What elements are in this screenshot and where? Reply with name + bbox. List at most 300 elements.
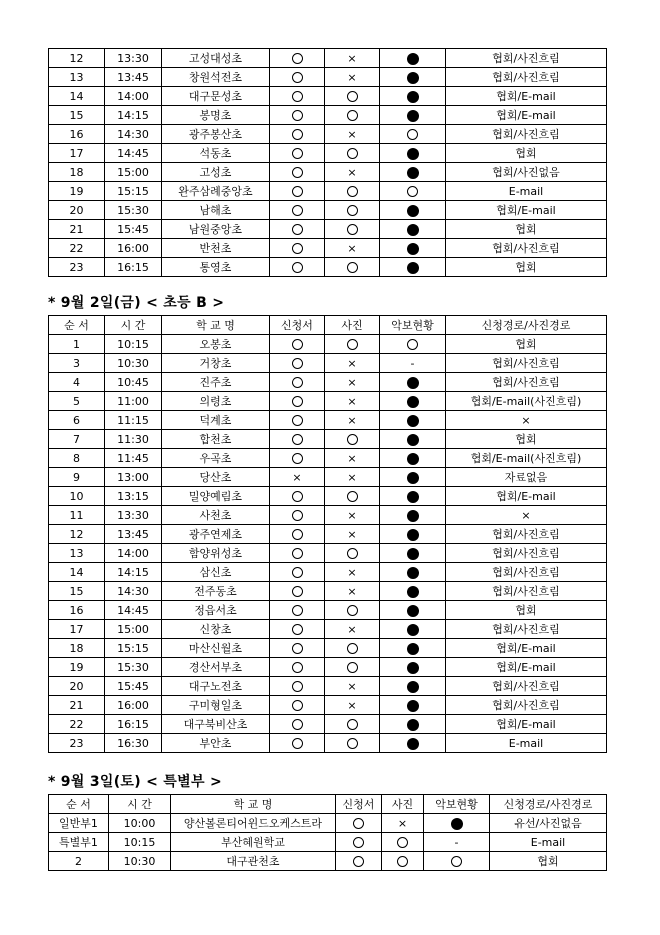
- x-mark-icon: ×: [347, 451, 357, 465]
- cell-route: 협회/E-mail: [446, 487, 607, 506]
- dash-mark: -: [454, 835, 459, 849]
- cell-school: 밀양예림초: [162, 487, 270, 506]
- cell-score-status: [380, 715, 446, 734]
- cell-school: 완주삼례중앙초: [162, 182, 270, 201]
- cell-time: 11:45: [105, 449, 162, 468]
- schedule-table-continued: [48, 48, 607, 277]
- cell-order: 2: [49, 852, 109, 871]
- table-row: [49, 833, 607, 852]
- circle-icon: [292, 453, 303, 464]
- circle-icon: [292, 662, 303, 673]
- cell-time: 14:30: [105, 125, 162, 144]
- cell-photo: [325, 49, 380, 68]
- cell-score-status: [424, 833, 490, 852]
- cell-application: [270, 601, 325, 620]
- table-row: [49, 487, 607, 506]
- cell-school: 광주연제초: [162, 525, 270, 544]
- cell-order: 14: [49, 87, 105, 106]
- cell-score-status: [380, 677, 446, 696]
- cell-score-status: [380, 658, 446, 677]
- cell-photo: [382, 814, 424, 833]
- x-mark-icon: ×: [347, 165, 357, 179]
- cell-route: 자료없음: [446, 468, 607, 487]
- circle-icon: [347, 548, 358, 559]
- cell-time: 15:30: [105, 201, 162, 220]
- circle-icon: [292, 605, 303, 616]
- cell-photo: [325, 639, 380, 658]
- cell-score-status: [380, 335, 446, 354]
- cell-time: 13:45: [105, 525, 162, 544]
- column-header-photo: 사진: [325, 316, 380, 335]
- table-row: [49, 125, 607, 144]
- cell-time: 11:30: [105, 430, 162, 449]
- cell-photo: [382, 833, 424, 852]
- table-row: [49, 392, 607, 411]
- section-title-day2: * 9월 2일(금) < 초등 B >: [48, 295, 225, 311]
- circle-icon: [292, 110, 303, 121]
- cell-school: 구미형일초: [162, 696, 270, 715]
- cell-photo: [325, 601, 380, 620]
- table-row: [49, 852, 607, 871]
- cell-route: 협회/사진흐림: [446, 68, 607, 87]
- cell-time: 15:30: [105, 658, 162, 677]
- filled-circle-icon: [407, 205, 419, 217]
- cell-photo: [325, 696, 380, 715]
- cell-order: 22: [49, 239, 105, 258]
- table-row: [49, 696, 607, 715]
- table-row: [49, 582, 607, 601]
- table-row: [49, 373, 607, 392]
- cell-school: 광주봉산초: [162, 125, 270, 144]
- cell-application: [270, 258, 325, 277]
- cell-application: [270, 182, 325, 201]
- cell-score-status: [424, 814, 490, 833]
- filled-circle-icon: [407, 700, 419, 712]
- table-row: [49, 468, 607, 487]
- cell-order: 22: [49, 715, 105, 734]
- circle-icon: [347, 662, 358, 673]
- cell-time: 16:00: [105, 239, 162, 258]
- cell-application: [270, 430, 325, 449]
- circle-icon: [397, 856, 408, 867]
- section-title-day3: * 9월 3일(토) < 특별부 >: [48, 774, 222, 790]
- column-header-photo: 사진: [382, 795, 424, 814]
- cell-order: 15: [49, 582, 105, 601]
- column-header-route: 신청경로/사진경로: [490, 795, 607, 814]
- x-mark-icon: ×: [347, 622, 357, 636]
- cell-application: [270, 696, 325, 715]
- table-row: [49, 49, 607, 68]
- cell-school: 마산신월초: [162, 639, 270, 658]
- filled-circle-icon: [407, 605, 419, 617]
- cell-order: 4: [49, 373, 105, 392]
- circle-icon: [451, 856, 462, 867]
- circle-icon: [347, 186, 358, 197]
- cell-school: 남원중앙초: [162, 220, 270, 239]
- cell-application: [270, 449, 325, 468]
- cell-score-status: [380, 144, 446, 163]
- cell-score-status: [380, 258, 446, 277]
- cell-time: 15:15: [105, 639, 162, 658]
- cell-school: 정읍서초: [162, 601, 270, 620]
- cell-order: 9: [49, 468, 105, 487]
- cell-score-status: [380, 468, 446, 487]
- schedule-table-special: [48, 794, 607, 871]
- cell-time: 16:00: [105, 696, 162, 715]
- cell-order: 5: [49, 392, 105, 411]
- cell-order: 20: [49, 201, 105, 220]
- cell-application: [270, 563, 325, 582]
- x-mark-icon: ×: [347, 127, 357, 141]
- schedule-table-elementary-b: [48, 315, 607, 753]
- cell-application: [270, 144, 325, 163]
- column-header-application: 신청서: [270, 316, 325, 335]
- cell-order: 16: [49, 601, 105, 620]
- cell-application: [270, 677, 325, 696]
- cell-order: 12: [49, 49, 105, 68]
- cell-order: 18: [49, 163, 105, 182]
- cell-photo: [325, 373, 380, 392]
- cell-photo: [382, 852, 424, 871]
- cell-score-status: [380, 163, 446, 182]
- cell-photo: [325, 715, 380, 734]
- filled-circle-icon: [407, 681, 419, 693]
- cell-application: [270, 392, 325, 411]
- column-header-order: 순 서: [49, 316, 105, 335]
- cell-application: [270, 335, 325, 354]
- cell-route: 협회: [446, 601, 607, 620]
- cell-application: [270, 734, 325, 753]
- cell-application: [336, 852, 382, 871]
- x-mark-icon: ×: [347, 679, 357, 693]
- cell-photo: [325, 563, 380, 582]
- cell-school: 의령초: [162, 392, 270, 411]
- dash-mark: -: [410, 356, 415, 370]
- circle-icon: [292, 129, 303, 140]
- filled-circle-icon: [407, 110, 419, 122]
- cell-route: 협회/E-mail: [446, 201, 607, 220]
- filled-circle-icon: [407, 396, 419, 408]
- filled-circle-icon: [407, 243, 419, 255]
- cell-score-status: [380, 392, 446, 411]
- cell-application: [270, 468, 325, 487]
- cell-school: 사천초: [162, 506, 270, 525]
- cell-score-status: [380, 563, 446, 582]
- circle-icon: [407, 339, 418, 350]
- cell-order: 21: [49, 696, 105, 715]
- cell-application: [270, 125, 325, 144]
- x-mark-icon: ×: [347, 356, 357, 370]
- table-row: [49, 677, 607, 696]
- cell-route: 협회/사진흐림: [446, 125, 607, 144]
- filled-circle-icon: [407, 719, 419, 731]
- circle-icon: [353, 818, 364, 829]
- table-row: [49, 106, 607, 125]
- cell-time: 13:00: [105, 468, 162, 487]
- cell-application: [336, 833, 382, 852]
- cell-score-status: [380, 68, 446, 87]
- column-header-score-status: 악보현황: [380, 316, 446, 335]
- cell-time: 15:45: [105, 677, 162, 696]
- cell-time: 10:30: [109, 852, 171, 871]
- cell-photo: [325, 430, 380, 449]
- cell-order: 23: [49, 258, 105, 277]
- filled-circle-icon: [407, 624, 419, 636]
- circle-icon: [347, 148, 358, 159]
- x-mark-icon: ×: [292, 470, 302, 484]
- cell-school: 봉명초: [162, 106, 270, 125]
- cell-route: 협회/사진흐림: [446, 620, 607, 639]
- cell-order: 18: [49, 639, 105, 658]
- cell-route: 협회/사진흐림: [446, 696, 607, 715]
- cell-score-status: [380, 487, 446, 506]
- table-row: [49, 411, 607, 430]
- circle-icon: [292, 567, 303, 578]
- x-mark-icon: ×: [347, 698, 357, 712]
- table-row: [49, 258, 607, 277]
- circle-icon: [292, 224, 303, 235]
- cell-photo: [325, 487, 380, 506]
- table-row: [49, 449, 607, 468]
- cell-order: 8: [49, 449, 105, 468]
- cell-application: [270, 163, 325, 182]
- filled-circle-icon: [407, 567, 419, 579]
- filled-circle-icon: [407, 738, 419, 750]
- cell-application: [270, 373, 325, 392]
- circle-icon: [292, 148, 303, 159]
- header-row: [49, 316, 607, 335]
- cell-score-status: [380, 411, 446, 430]
- filled-circle-icon: [407, 167, 419, 179]
- cell-photo: [325, 525, 380, 544]
- cell-application: [270, 68, 325, 87]
- cell-score-status: [380, 49, 446, 68]
- cell-time: 14:45: [105, 601, 162, 620]
- cell-score-status: [380, 87, 446, 106]
- table-row: [49, 525, 607, 544]
- cell-route: E-mail: [490, 833, 607, 852]
- cell-score-status: [380, 106, 446, 125]
- cell-score-status: [380, 544, 446, 563]
- cell-order: 19: [49, 182, 105, 201]
- cell-time: 13:15: [105, 487, 162, 506]
- x-mark-icon: ×: [347, 527, 357, 541]
- circle-icon: [347, 110, 358, 121]
- x-mark-icon: ×: [347, 565, 357, 579]
- cell-photo: [325, 734, 380, 753]
- cell-photo: [325, 87, 380, 106]
- cell-photo: [325, 201, 380, 220]
- x-mark-icon: ×: [347, 508, 357, 522]
- circle-icon: [292, 91, 303, 102]
- circle-icon: [292, 339, 303, 350]
- cell-route: 협회: [446, 258, 607, 277]
- circle-icon: [292, 681, 303, 692]
- cell-route: 협회/E-mail(사진흐림): [446, 392, 607, 411]
- cell-time: 10:00: [109, 814, 171, 833]
- circle-icon: [353, 837, 364, 848]
- cell-school: 우곡초: [162, 449, 270, 468]
- cell-school: 오봉초: [162, 335, 270, 354]
- circle-icon: [292, 358, 303, 369]
- circle-icon: [292, 377, 303, 388]
- x-mark-icon: ×: [347, 241, 357, 255]
- circle-icon: [292, 167, 303, 178]
- circle-icon: [292, 205, 303, 216]
- column-header-time: 시 간: [105, 316, 162, 335]
- circle-icon: [292, 434, 303, 445]
- circle-icon: [292, 186, 303, 197]
- cell-time: 13:30: [105, 49, 162, 68]
- cell-school: 함양위성초: [162, 544, 270, 563]
- circle-icon: [292, 491, 303, 502]
- cell-time: 14:00: [105, 544, 162, 563]
- circle-icon: [292, 738, 303, 749]
- cell-application: [270, 201, 325, 220]
- cell-application: [270, 106, 325, 125]
- cell-application: [270, 239, 325, 258]
- filled-circle-icon: [407, 662, 419, 674]
- circle-icon: [347, 491, 358, 502]
- cell-application: [270, 220, 325, 239]
- cell-time: 13:45: [105, 68, 162, 87]
- cell-score-status: [424, 852, 490, 871]
- cell-school: 부안초: [162, 734, 270, 753]
- cell-school: 남해초: [162, 201, 270, 220]
- cell-application: [270, 487, 325, 506]
- cell-order: 23: [49, 734, 105, 753]
- cell-time: 15:00: [105, 163, 162, 182]
- cell-application: [270, 354, 325, 373]
- cell-order: 20: [49, 677, 105, 696]
- cell-score-status: [380, 449, 446, 468]
- circle-icon: [347, 205, 358, 216]
- circle-icon: [292, 415, 303, 426]
- column-header-school: 학 교 명: [171, 795, 336, 814]
- circle-icon: [397, 837, 408, 848]
- circle-icon: [347, 339, 358, 350]
- cell-application: [270, 544, 325, 563]
- cell-photo: [325, 182, 380, 201]
- cell-school: 부산혜원학교: [171, 833, 336, 852]
- cell-score-status: [380, 182, 446, 201]
- circle-icon: [347, 605, 358, 616]
- cell-order: 15: [49, 106, 105, 125]
- cell-photo: [325, 411, 380, 430]
- filled-circle-icon: [407, 643, 419, 655]
- filled-circle-icon: [407, 491, 419, 503]
- cell-school: 고성대성초: [162, 49, 270, 68]
- filled-circle-icon: [407, 148, 419, 160]
- x-mark-icon: ×: [347, 70, 357, 84]
- cell-school: 반천초: [162, 239, 270, 258]
- circle-icon: [292, 529, 303, 540]
- circle-icon: [347, 91, 358, 102]
- cell-route: 협회/사진흐림: [446, 544, 607, 563]
- table-row: [49, 335, 607, 354]
- cell-application: [270, 87, 325, 106]
- table-row: [49, 354, 607, 373]
- cell-time: 14:30: [105, 582, 162, 601]
- cell-time: 13:30: [105, 506, 162, 525]
- table-row: [49, 563, 607, 582]
- cell-application: [336, 814, 382, 833]
- table-row: [49, 68, 607, 87]
- cell-photo: [325, 68, 380, 87]
- cell-route: 협회: [490, 852, 607, 871]
- cell-score-status: [380, 639, 446, 658]
- circle-icon: [292, 643, 303, 654]
- circle-icon: [292, 262, 303, 273]
- cell-photo: [325, 239, 380, 258]
- table-row: [49, 144, 607, 163]
- filled-circle-icon: [407, 53, 419, 65]
- table-row: [49, 430, 607, 449]
- cell-school: 대구북비산초: [162, 715, 270, 734]
- cell-school: 전주동초: [162, 582, 270, 601]
- filled-circle-icon: [407, 472, 419, 484]
- cell-school: 대구문성초: [162, 87, 270, 106]
- cell-route: 협회: [446, 220, 607, 239]
- cell-order: 12: [49, 525, 105, 544]
- cell-school: 대구관천초: [171, 852, 336, 871]
- cell-score-status: [380, 125, 446, 144]
- circle-icon: [292, 72, 303, 83]
- cell-photo: [325, 220, 380, 239]
- cell-route: 협회/사진흐림: [446, 49, 607, 68]
- table-row: [49, 658, 607, 677]
- table-row: [49, 639, 607, 658]
- cell-score-status: [380, 506, 446, 525]
- cell-route: 협회/사진흐림: [446, 239, 607, 258]
- column-header-application: 신청서: [336, 795, 382, 814]
- cell-route: 협회/사진없음: [446, 163, 607, 182]
- cell-school: 덕계초: [162, 411, 270, 430]
- x-mark-icon: ×: [347, 470, 357, 484]
- cell-order: 21: [49, 220, 105, 239]
- cell-order: 17: [49, 620, 105, 639]
- table-row: [49, 201, 607, 220]
- circle-icon: [292, 719, 303, 730]
- cell-route: 협회: [446, 144, 607, 163]
- table-row: [49, 544, 607, 563]
- cell-route: 협회/사진흐림: [446, 677, 607, 696]
- filled-circle-icon: [407, 529, 419, 541]
- filled-circle-icon: [407, 415, 419, 427]
- x-mark-icon: ×: [347, 51, 357, 65]
- table-row: [49, 506, 607, 525]
- filled-circle-icon: [407, 510, 419, 522]
- table-row: [49, 163, 607, 182]
- table-row: [49, 87, 607, 106]
- x-mark-icon: ×: [347, 375, 357, 389]
- cell-route: 협회/사진흐림: [446, 563, 607, 582]
- cell-score-status: [380, 201, 446, 220]
- filled-circle-icon: [451, 818, 463, 830]
- cell-photo: [325, 677, 380, 696]
- circle-icon: [292, 548, 303, 559]
- cell-time: 16:15: [105, 715, 162, 734]
- circle-icon: [347, 719, 358, 730]
- table-row: [49, 182, 607, 201]
- cell-route: 협회: [446, 335, 607, 354]
- circle-icon: [292, 53, 303, 64]
- cell-school: 당산초: [162, 468, 270, 487]
- cell-photo: [325, 449, 380, 468]
- cell-application: [270, 639, 325, 658]
- cell-order: 16: [49, 125, 105, 144]
- cell-route: 협회/E-mail: [446, 106, 607, 125]
